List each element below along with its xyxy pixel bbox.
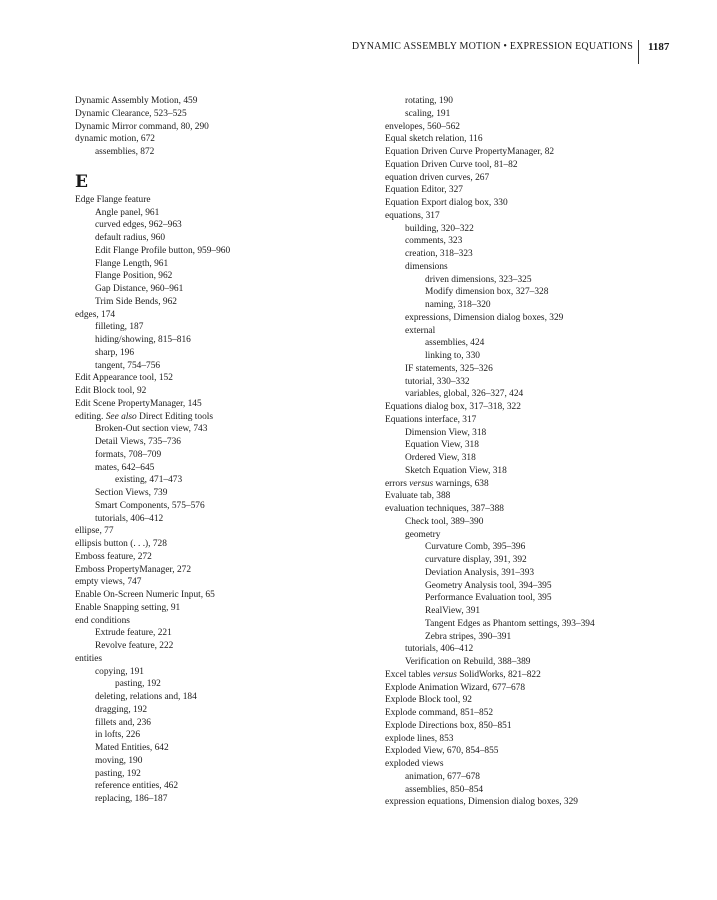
index-entry: empty views, 747 [75,577,142,588]
index-subentry: Tangent Edges as Phantom settings, 393–394 [425,618,595,629]
index-subentry: dragging, 192 [95,704,148,715]
index-subentry: Flange Length, 961 [95,258,169,269]
index-entry: Explode Animation Wizard, 677–678 [385,682,526,693]
index-subentry: rotating, 190 [405,96,453,106]
index-letter-heading: E [75,171,88,192]
running-header [0,40,717,64]
index-entry: exploded views [385,759,444,769]
index-subentry: replacing, 186–187 [95,794,168,804]
index-entry: editing. See also Direct Editing tools [75,411,214,422]
index-entry: Edit Scene PropertyManager, 145 [75,398,202,409]
index-subentry: geometry [405,529,441,540]
index-entry: Edit Block tool, 92 [75,386,147,396]
index-entry: Equations interface, 317 [385,414,477,425]
index-subentry: tutorial, 330–332 [405,376,470,387]
index-subentry: curvature display, 391, 392 [425,555,527,565]
index-subentry: assemblies, 424 [425,338,485,349]
index-subentry: Edit Flange Profile button, 959–960 [95,245,231,256]
index-entry: dynamic motion, 672 [75,134,155,145]
index-subentry: fillets and, 236 [95,717,151,728]
index-entry: Excel tables versus SolidWorks, 821–822 [385,669,541,680]
index-subentry: Trim Side Bends, 962 [95,296,177,307]
index-subentry: Performance Evaluation tool, 395 [425,593,552,604]
index-subentry: tutorials, 406–412 [405,644,474,655]
index-entry: ellipsis button (. . .), 728 [75,539,167,549]
index-subentry: driven dimensions, 323–325 [425,274,532,285]
index-subentry: naming, 318–320 [425,300,491,310]
index-subentry: pasting, 192 [115,679,161,690]
index-subentry: pasting, 192 [95,768,141,779]
index-subentry: in lofts, 226 [95,730,141,741]
index-subentry: Deviation Analysis, 391–393 [425,567,535,578]
section-spacer [75,159,365,168]
index-subentry: curved edges, 962–963 [95,220,182,231]
index-entry: edges, 174 [75,309,116,320]
index-subentry: Flange Position, 962 [95,271,173,282]
index-subentry: copying, 191 [95,666,144,677]
index-subentry: comments, 323 [405,236,463,247]
index-subentry: expressions, Dimension dialog boxes, 329 [405,312,564,323]
index-subentry: deleting, relations and, 184 [95,692,197,702]
index-subentry: IF statements, 325–326 [405,363,493,374]
index-entry: Equal sketch relation, 116 [385,134,483,145]
index-subentry: Equation View, 318 [405,440,479,451]
index-entry: Evaluate tab, 388 [385,491,451,502]
index-subentry: external [405,325,436,336]
index-subentry: Extrude feature, 221 [95,628,172,639]
index-subentry: creation, 318–323 [405,249,473,259]
index-subentry: Sketch Equation View, 318 [405,465,507,476]
index-entry: Explode Block tool, 92 [385,695,472,706]
index-entry: evaluation techniques, 387–388 [385,504,504,514]
index-entry: Equation Editor, 327 [385,185,463,196]
index-subentry: Smart Components, 575–576 [95,500,205,511]
index-subentry: default radius, 960 [95,233,166,243]
index-entry: Equation Driven Curve PropertyManager, 82 [385,147,555,157]
index-subentry: dimensions [405,261,448,272]
index-entry: equation driven curves, 267 [385,172,490,183]
index-subentry: scaling, 191 [405,108,451,119]
index-subentry: existing, 471–473 [115,475,183,486]
index-entry: Emboss feature, 272 [75,551,152,562]
index-subentry: Modify dimension box, 327–328 [425,287,549,298]
index-subentry: Dimension View, 318 [405,427,487,438]
index-entry: end conditions [75,615,130,626]
index-entry: envelopes, 560–562 [385,121,460,132]
index-subentry: linking to, 330 [425,351,480,361]
index-subentry: Broken-Out section view, 743 [95,424,208,435]
index-subentry: hiding/showing, 815–816 [95,335,191,345]
index-entry: entities [75,653,103,664]
index-entry: expression equations, Dimension dialog boxes, 329 [385,797,578,808]
index-entry: Dynamic Mirror command, 80, 290 [75,121,209,132]
index-subentry: Detail Views, 735–736 [95,437,181,447]
running-head-title: DYNAMIC ASSEMBLY MOTION • EXPRESSION EQUATIONS [351,41,633,52]
index-subentry: animation, 677–678 [405,771,480,782]
index-entry: Equation Export dialog box, 330 [385,198,508,208]
index-entry: Enable Snapping setting, 91 [75,602,181,613]
index-subentry: Zebra stripes, 390–391 [425,631,512,642]
index-entry: Dynamic Clearance, 523–525 [75,108,187,119]
index-subentry: Ordered View, 318 [405,453,476,463]
index-column-right [385,95,685,809]
index-subentry: mates, 642–645 [95,462,155,473]
index-entry: Edit Appearance tool, 152 [75,373,173,384]
index-subentry: Geometry Analysis tool, 394–395 [425,580,552,591]
header-divider [638,40,639,64]
index-subentry: Gap Distance, 960–961 [95,284,184,294]
index-subentry: sharp, 196 [95,347,135,358]
index-column-left [75,95,365,806]
index-subentry: moving, 190 [95,755,143,766]
index-entry: explode lines, 853 [385,733,454,744]
index-subentry: variables, global, 326–327, 424 [405,389,524,400]
index-subentry: assemblies, 850–854 [405,784,484,795]
index-subentry: Curvature Comb, 395–396 [425,542,526,553]
index-subentry: Angle panel, 961 [95,207,160,218]
index-subentry: RealView, 391 [425,606,481,616]
page-number: 1187 [648,41,670,53]
index-subentry: Mated Entities, 642 [95,743,169,753]
index-subentry: Verification on Rebuild, 388–389 [405,657,531,667]
index-entry: Explode Directions box, 850–851 [385,720,512,731]
index-entry: Edge Flange feature [75,194,151,205]
index-subentry: Revolve feature, 222 [95,641,174,651]
index-entry: ellipse, 77 [75,526,114,537]
index-subentry: reference entities, 462 [95,781,179,792]
index-entry: Dynamic Assembly Motion, 459 [75,96,198,106]
index-subentry: tutorials, 406–412 [95,513,164,524]
index-entry: Explode command, 851–852 [385,708,494,718]
index-subentry: assemblies, 872 [95,147,155,157]
index-entry: Enable On-Screen Numeric Input, 65 [75,590,215,600]
index-subentry: Check tool, 389–390 [405,516,484,527]
index-subentry: formats, 708–709 [95,449,162,460]
index-subentry: Section Views, 739 [95,488,168,498]
index-entry: errors versus warnings, 638 [385,478,489,489]
index-entry: Equation Driven Curve tool, 81–82 [385,159,518,170]
index-entry: Emboss PropertyManager, 272 [75,564,192,575]
index-entry: Exploded View, 670, 854–855 [385,746,499,757]
index-subentry: building, 320–322 [405,223,474,234]
index-entry: Equations dialog box, 317–318, 322 [385,402,521,412]
index-subentry: tangent, 754–756 [95,360,161,371]
index-entry: equations, 317 [385,210,440,221]
index-subentry: filleting, 187 [95,322,144,333]
